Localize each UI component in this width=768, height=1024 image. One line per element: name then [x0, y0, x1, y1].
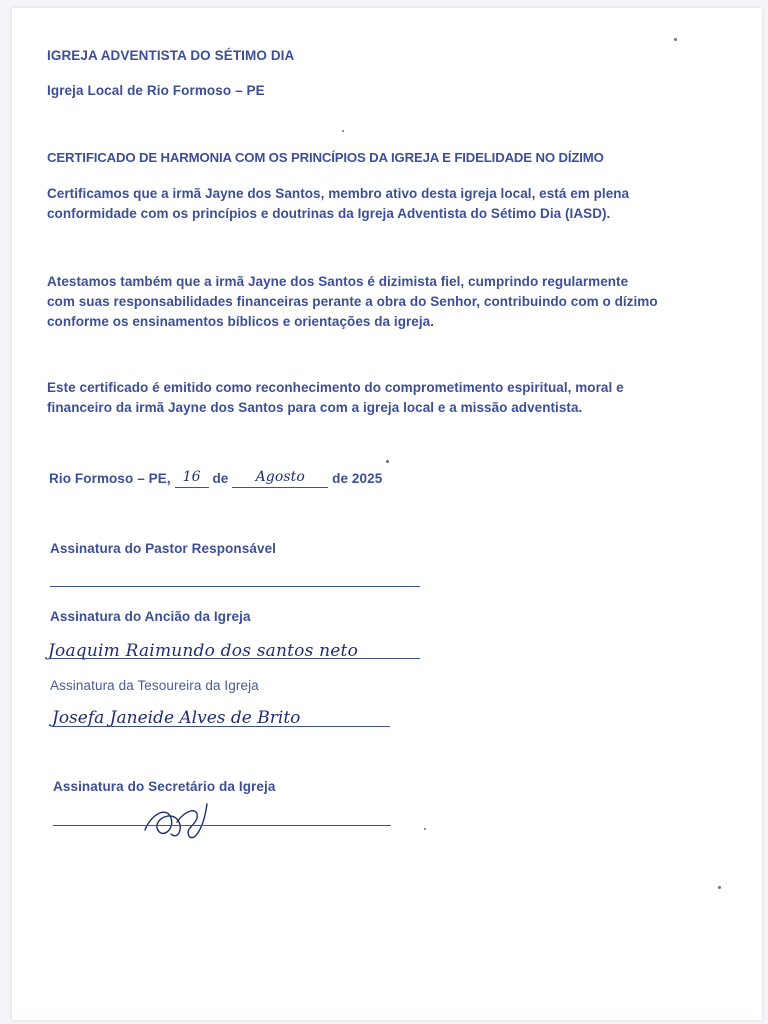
paragraph-3-line-1: Este certificado é emitido como reconhecimento do comprometimento espiritual, moral e — [47, 380, 624, 395]
certificate-page — [12, 8, 762, 1020]
secretary-signature-scribble — [137, 796, 217, 846]
secretary-signature-line — [53, 825, 391, 826]
secretary-signature-label: Assinatura do Secretário da Igreja — [53, 779, 276, 794]
elder-signature-label: Assinatura do Ancião da Igreja — [50, 609, 251, 624]
certificate-title: CERTIFICADO DE HARMONIA COM OS PRINCÍPIOS DA IGREJA E FIDELIDADE NO DÍZIMO — [47, 150, 604, 165]
pastor-signature-label: Assinatura do Pastor Responsável — [50, 541, 277, 556]
treasurer-signature: Josefa Janeide Alves de Brito — [52, 708, 301, 728]
paper-speck — [674, 38, 677, 41]
date-month: Agosto — [255, 469, 305, 485]
paper-speck — [424, 828, 426, 830]
elder-signature: Joaquim Raimundo dos santos neto — [48, 641, 359, 661]
date-month-blank — [232, 471, 328, 488]
paragraph-2-line-1: Atestamos também que a irmã Jayne dos Santos é dizimista fiel, cumprindo regularmente — [47, 274, 629, 289]
paper-speck — [718, 886, 721, 889]
paragraph-2 — [47, 272, 717, 332]
treasurer-signature-label: Assinatura da Tesoureira da Igreja — [50, 678, 259, 693]
date-day: 16 — [182, 469, 201, 485]
paragraph-1-line-2: conformidade com os princípios e doutrinas da Igreja Adventista do Sétimo Dia (IASD). — [47, 206, 611, 221]
paragraph-2-line-3: conforme os ensinamentos bíblicos e orientações da igreja. — [47, 314, 435, 329]
date-de: de — [212, 471, 229, 486]
paragraph-1 — [47, 184, 717, 224]
paper-speck — [386, 460, 389, 463]
date-place: Rio Formoso – PE, — [49, 471, 171, 486]
elder-signature-line — [50, 658, 420, 659]
treasurer-signature-line — [52, 726, 390, 727]
paper-speck — [342, 130, 344, 132]
paragraph-2-line-2: com suas responsabilidades financeiras perante a obra do Senhor, contribuindo com o dízimo — [47, 294, 658, 309]
date-day-blank — [175, 471, 209, 488]
paragraph-3-line-2: financeiro da irmã Jayne dos Santos para com a igreja local e a missão adventista. — [47, 400, 583, 415]
date-line — [49, 471, 382, 488]
church-name: IGREJA ADVENTISTA DO SÉTIMO DIA — [47, 48, 295, 63]
paragraph-1-line-1: Certificamos que a irmã Jayne dos Santos, membro ativo desta igreja local, está em plena — [47, 186, 630, 201]
pastor-signature-line — [50, 586, 420, 587]
local-church: Igreja Local de Rio Formoso – PE — [47, 83, 265, 98]
paragraph-3 — [47, 378, 717, 418]
date-year: de 2025 — [332, 471, 383, 486]
